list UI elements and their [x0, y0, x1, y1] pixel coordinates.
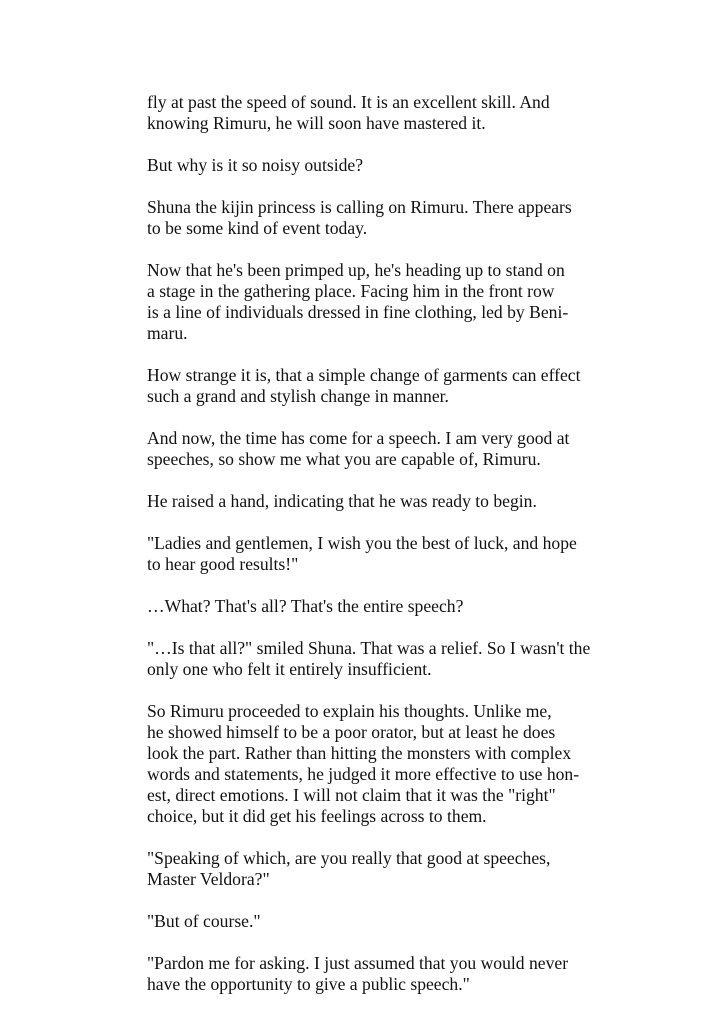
text-line: est, direct emotions. I will not claim that it was the "right": [147, 785, 556, 805]
text-line: is a line of individuals dressed in fine clothing, led by Beni-: [147, 302, 569, 322]
text-line: such a grand and stylish change in manner.: [147, 386, 449, 406]
paragraph-6: [147, 428, 587, 470]
text-line: "Ladies and gentlemen, I wish you the best of luck, and hope: [147, 533, 577, 553]
text-line: So Rimuru proceeded to explain his thoughts. Unlike me,: [147, 701, 552, 721]
text-line: Now that he's been primped up, he's heading up to stand on: [147, 260, 565, 280]
text-line: "Speaking of which, are you really that good at speeches,: [147, 848, 551, 868]
text-line: But why is it so noisy outside?: [147, 155, 364, 175]
text-line: words and statements, he judged it more effective to use hon-: [147, 764, 580, 784]
paragraph-13: [147, 911, 587, 932]
text-line: And now, the time has come for a speech. I am very good at: [147, 428, 570, 448]
text-line: speeches, so show me what you are capable of, Rimuru.: [147, 449, 541, 469]
paragraph-1: [147, 92, 587, 134]
text-line: have the opportunity to give a public speech.": [147, 974, 470, 994]
text-line: knowing Rimuru, he will soon have mastered it.: [147, 113, 486, 133]
text-line: Master Veldora?": [147, 869, 270, 889]
text-line: a stage in the gathering place. Facing him in the front row: [147, 281, 555, 301]
text-line: "Pardon me for asking. I just assumed that you would never: [147, 953, 569, 973]
text-line: He raised a hand, indicating that he was ready to begin.: [147, 491, 537, 511]
paragraph-10: [147, 638, 591, 680]
paragraph-8: [147, 533, 587, 575]
paragraph-7: [147, 491, 587, 512]
text-line: …What? That's all? That's the entire speech?: [147, 596, 464, 616]
text-line: How strange it is, that a simple change of garments can effect: [147, 365, 581, 385]
paragraph-11: [147, 701, 587, 827]
paragraph-14: [147, 953, 587, 995]
paragraph-4: [147, 260, 587, 344]
text-line: maru.: [147, 323, 188, 343]
paragraph-5: [147, 365, 587, 407]
text-line: he showed himself to be a poor orator, but at least he does: [147, 722, 556, 742]
text-line: look the part. Rather than hitting the monsters with complex: [147, 743, 572, 763]
paragraph-3: [147, 197, 587, 239]
text-line: fly at past the speed of sound. It is an excellent skill. And: [147, 92, 550, 112]
text-line: Shuna the kijin princess is calling on Rimuru. There appears: [147, 197, 572, 217]
paragraph-9: [147, 596, 587, 617]
text-line: choice, but it did get his feelings across to them.: [147, 806, 487, 826]
paragraph-2: [147, 155, 587, 176]
text-line: "…Is that all?" smiled Shuna. That was a relief. So I wasn't the: [147, 638, 591, 658]
text-line: to be some kind of event today.: [147, 218, 368, 238]
text-line: to hear good results!": [147, 554, 299, 574]
paragraph-12: [147, 848, 587, 890]
text-line: only one who felt it entirely insufficient.: [147, 659, 432, 679]
text-line: "But of course.": [147, 911, 261, 931]
page-text: [147, 92, 591, 1016]
